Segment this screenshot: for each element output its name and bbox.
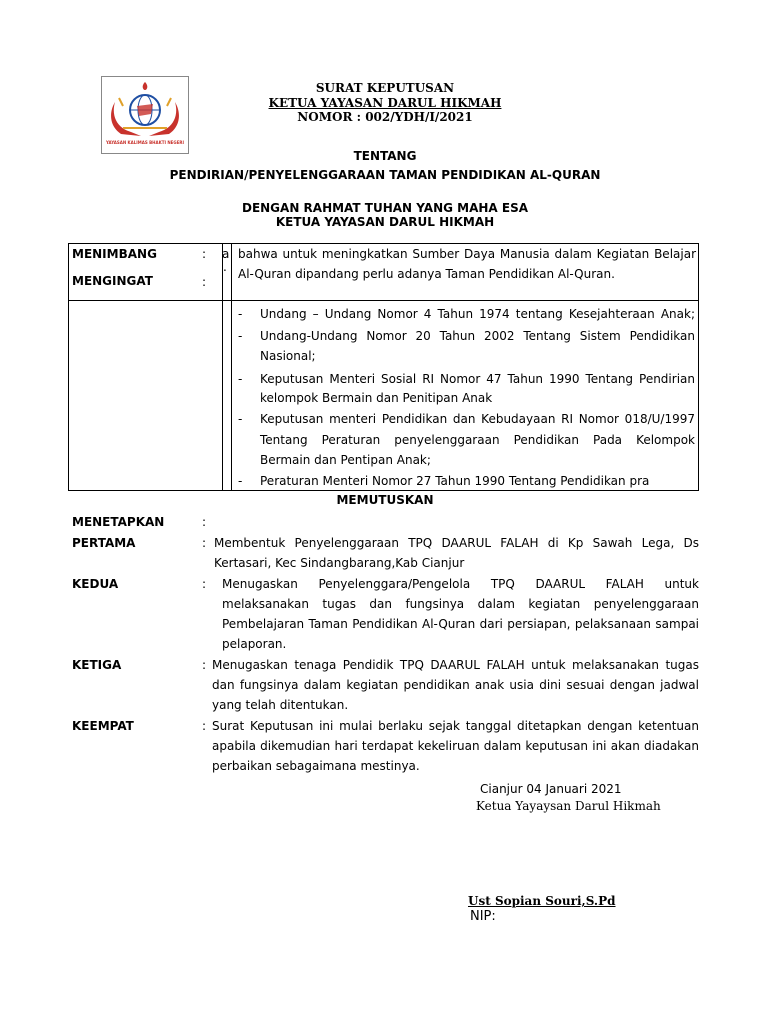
- menetapkan-colon: :: [202, 515, 207, 529]
- bullet: -: [238, 329, 243, 343]
- ketiga-colon: :: [202, 658, 207, 672]
- pertama-colon: :: [202, 536, 207, 550]
- grace-line-2: KETUA YAYASAN DARUL HIKMAH: [275, 215, 495, 229]
- bullet: -: [238, 474, 243, 488]
- signer-name: Ust Sopian Souri,S.Pd: [468, 894, 616, 908]
- ketiga-label: KETIGA: [72, 658, 122, 672]
- doc-number: NOMOR : 002/YDH/I/2021: [297, 110, 473, 124]
- grace-line-1: DENGAN RAHMAT TUHAN YANG MAHA ESA: [241, 201, 529, 215]
- menimbang-label: MENIMBANG: [72, 247, 157, 261]
- foundation-logo: [101, 76, 189, 154]
- mengingat-item: Undang-Undang Nomor 20 Tahun 2002 Tentang Sistem Pendidikan: [260, 329, 695, 343]
- pertama-text: Membentuk Penyelenggaraan TPQ DAARUL FALAH di Kp Sawah Lega, Ds Kertasari, Kec Sindangbarang,Kab Cianjur: [214, 536, 699, 570]
- mengingat-colon: :: [202, 275, 207, 289]
- keempat-colon: :: [202, 719, 207, 733]
- mengingat-item: Keputusan Menteri Sosial RI Nomor 47 Tahun 1990 Tentang Pendirian: [260, 372, 695, 386]
- signer-position: Ketua Yayaysan Darul Hikmah: [476, 799, 661, 813]
- point-dot: .: [223, 260, 227, 274]
- mengingat-item: Bermain dan Pentipan Anak;: [260, 453, 431, 467]
- pertama-label: PERTAMA: [72, 536, 136, 550]
- mengingat-item: kelompok Bermain dan Penitipan Anak: [260, 391, 493, 405]
- signer-nip: NIP:: [470, 909, 496, 924]
- doc-issuer: KETUA YAYASAN DARUL HIKMAH: [268, 96, 502, 110]
- place-date: Cianjur 04 Januari 2021: [480, 782, 622, 796]
- keempat-text: Surat Keputusan ini mulai berlaku sejak tanggal ditetapkan dengan ketentuan apabila dikemudian hari terdapat kekeliruan dalam keputusan ini akan diadakan perbaikan sebagaimana mestinya.: [212, 719, 699, 773]
- menimbang-text: bahwa untuk meningkatkan Sumber Daya Manusia dalam Kegiatan Belajar Al-Quran dipandang perlu adanya Taman Pendidikan Al-Quran.: [238, 247, 696, 281]
- mengingat-item: Peraturan Menteri Nomor 27 Tahun 1990 Tentang Pendidikan pra: [260, 474, 650, 488]
- subject-title: PENDIRIAN/PENYELENGGARAAN TAMAN PENDIDIKAN AL-QURAN: [169, 168, 601, 182]
- decision-heading: MEMUTUSKAN: [336, 493, 434, 507]
- menimbang-colon: :: [202, 247, 207, 261]
- logo-caption: YAYASAN KALIMAS BHAKTI NEGERI: [106, 140, 184, 145]
- doc-type: SURAT KEPUTUSAN: [315, 81, 455, 95]
- keempat-label: KEEMPAT: [72, 719, 134, 733]
- kedua-label: KEDUA: [72, 577, 119, 591]
- bullet: -: [238, 412, 243, 426]
- mengingat-item: Keputusan menteri Pendidikan dan Kebudayaan RI Nomor 018/U/1997: [260, 412, 695, 426]
- bullet: -: [238, 372, 243, 386]
- bullet: -: [238, 307, 243, 321]
- mengingat-item: Nasional;: [260, 349, 316, 363]
- mengingat-item: Tentang Peraturan penyelenggaraan Pendidikan Pada Kelompok: [260, 433, 695, 447]
- kedua-colon: :: [202, 577, 207, 591]
- tentang-heading: TENTANG: [353, 149, 417, 163]
- ketiga-text: Menugaskan tenaga Pendidik TPQ DAARUL FALAH untuk melaksanakan tugas dan fungsinya dalam kegiatan pendidikan anak usia dini sesuai dengan jadwal yang telah ditentukan.: [212, 658, 699, 712]
- mengingat-label: MENGINGAT: [72, 274, 153, 288]
- point-letter: a: [222, 247, 230, 261]
- mengingat-item: Undang – Undang Nomor 4 Tahun 1974 tentang Kesejahteraan Anak;: [260, 307, 695, 321]
- menetapkan-label: MENETAPKAN: [72, 515, 165, 529]
- kedua-text: Menugaskan Penyelenggara/Pengelola TPQ DAARUL FALAH untuk melaksanakan tugas dan fungsinya dalam kegiatan penyelenggaraan Pembelajaran Taman Pendidikan Al-Quran dari persiapan, pelaksanaan sampai pelaporan.: [222, 577, 699, 651]
